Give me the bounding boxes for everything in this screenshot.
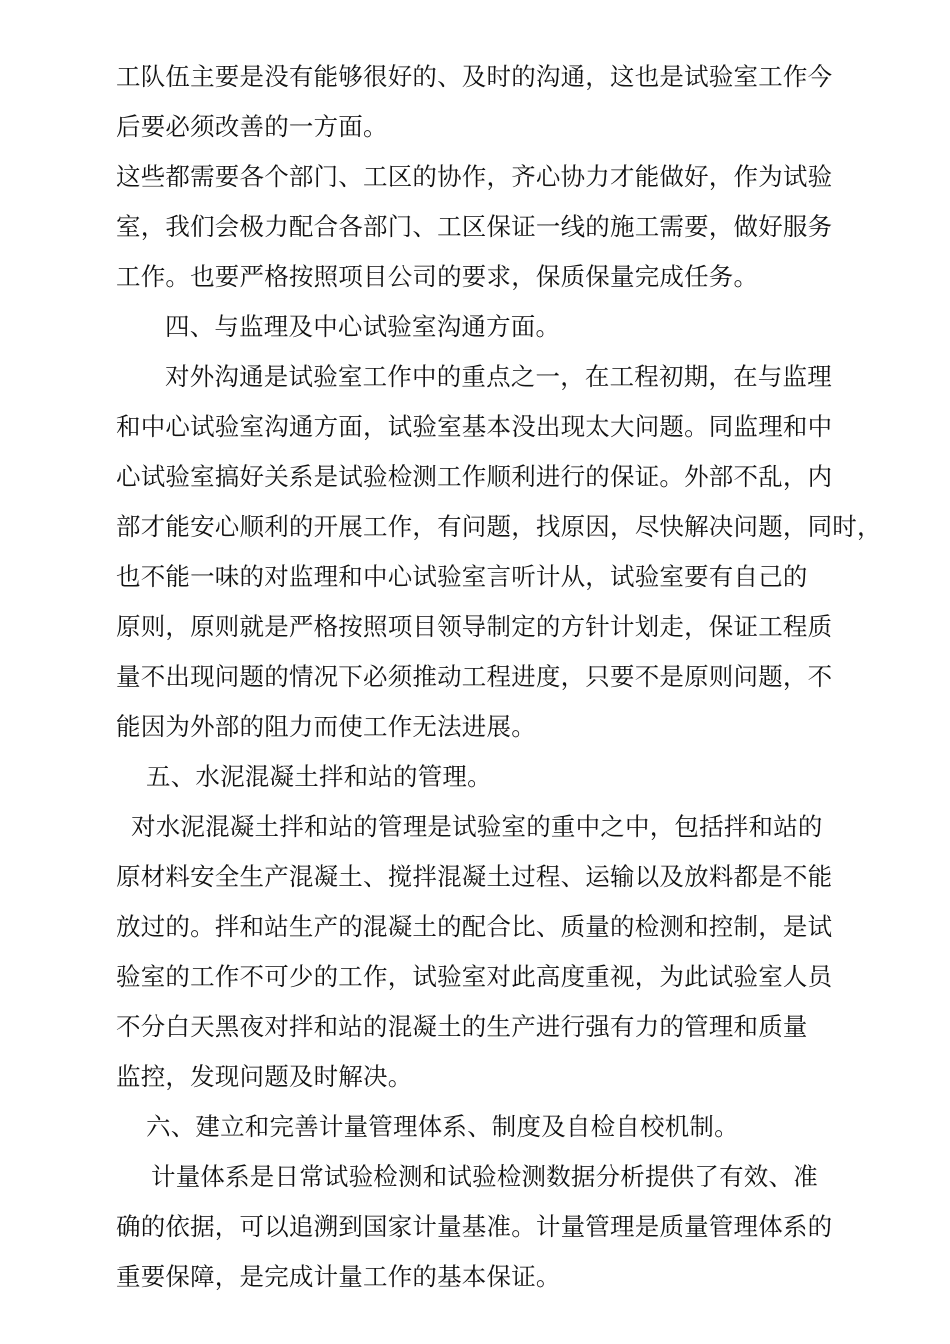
text-line: 计量体系是日常试验检测和试验检测数据分析提供了有效、准 — [151, 1162, 818, 1191]
text-line: 对外沟通是试验室工作中的重点之一，在工程初期，在与监理 — [165, 362, 832, 391]
section-heading: 四、与监理及中心试验室沟通方面。 — [165, 312, 561, 341]
text-line: 后要必须改善的一方面。 — [116, 112, 388, 141]
text-line: 量不出现问题的情况下必须推动工程进度，只要不是原则问题，不 — [116, 662, 833, 691]
text-line: 能因为外部的阻力而使工作无法进展。 — [116, 712, 536, 741]
text-line: 室，我们会极力配合各部门、工区保证一线的施工需要，做好服务 — [116, 212, 833, 241]
text-line: 工队伍主要是没有能够很好的、及时的沟通，这也是试验室工作今 — [116, 62, 833, 91]
text-line: 心试验室搞好关系是试验检测工作顺利进行的保证。外部不乱，内 — [116, 462, 833, 491]
text-line: 重要保障，是完成计量工作的基本保证。 — [116, 1262, 561, 1291]
text-line: 放过的。拌和站生产的混凝土的配合比、质量的检测和控制，是试 — [116, 912, 833, 941]
text-line: 这些都需要各个部门、工区的协作，齐心协力才能做好，作为试验 — [116, 162, 833, 191]
section-heading: 五、水泥混凝土拌和站的管理。 — [146, 762, 492, 791]
text-line: 验室的工作不可少的工作，试验室对此高度重视，为此试验室人员 — [116, 962, 833, 991]
text-line: 确的依据，可以追溯到国家计量基准。计量管理是质量管理体系的 — [116, 1212, 833, 1241]
text-line: 对水泥混凝土拌和站的管理是试验室的重中之中，包括拌和站的 — [131, 812, 823, 841]
text-line: 工作。也要严格按照项目公司的要求，保质保量完成任务。 — [116, 262, 759, 291]
text-line: 也不能一味的对监理和中心试验室言听计从，试验室要有自己的 — [116, 562, 808, 591]
text-line: 原材料安全生产混凝土、搅拌混凝土过程、运输以及放料都是不能 — [116, 862, 833, 891]
text-line: 部才能安心顺利的开展工作，有问题，找原因，尽快解决问题，同时， — [116, 512, 882, 541]
text-line: 不分白天黑夜对拌和站的混凝土的生产进行强有力的管理和质量 — [116, 1012, 808, 1041]
text-line: 监控，发现问题及时解决。 — [116, 1062, 413, 1091]
text-line: 和中心试验室沟通方面，试验室基本没出现太大问题。同监理和中 — [116, 412, 833, 441]
section-heading: 六、建立和完善计量管理体系、制度及自检自校机制。 — [146, 1112, 739, 1141]
text-line: 原则，原则就是严格按照项目领导制定的方针计划走，保证工程质 — [116, 612, 833, 641]
